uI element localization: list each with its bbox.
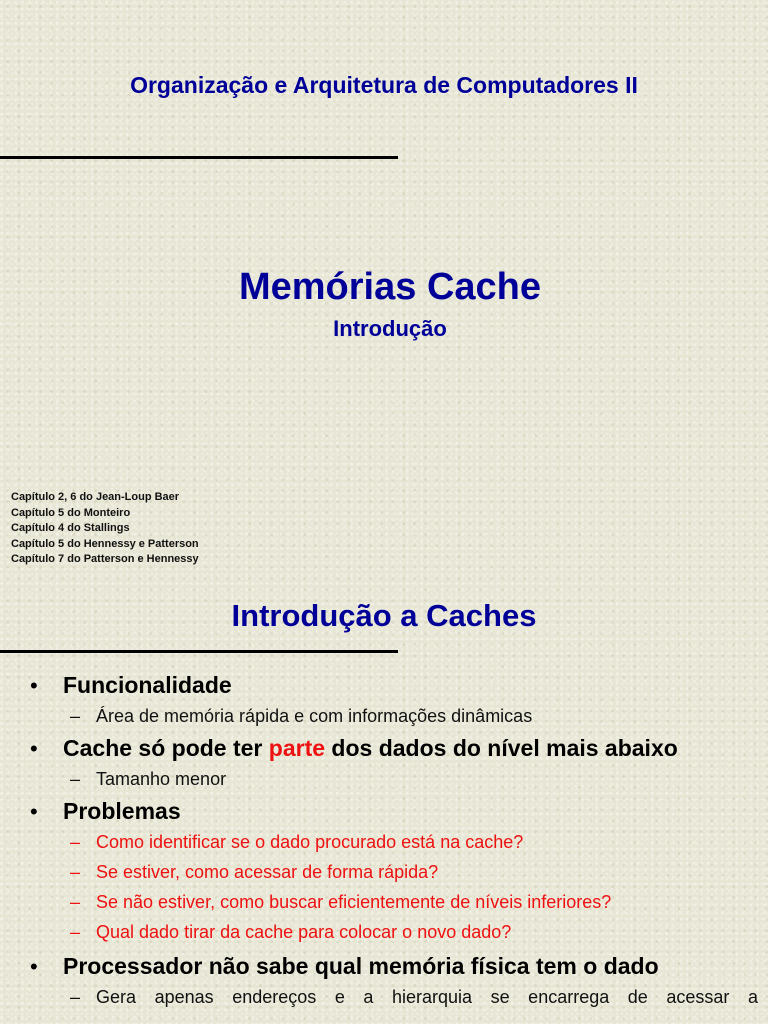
dash-marker: – (70, 706, 81, 726)
dash-marker: – (70, 769, 81, 789)
reference-item: Capítulo 4 do Stallings (11, 522, 130, 534)
bullet-marker: • (30, 954, 38, 979)
bullet-text: Funcionalidade (63, 672, 232, 698)
sub-item (30, 701, 758, 731)
course-title: Organização e Arquitetura de Computadores II (130, 72, 638, 98)
sub-text: Se não estiver, como buscar eficientemente de níveis inferiores? (96, 892, 612, 912)
bullet-text: Problemas (63, 798, 181, 824)
sub-text: Tamanho menor (96, 769, 227, 789)
sub-text: Área de memória rápida e com informações dinâmicas (96, 706, 533, 726)
divider-line (0, 650, 398, 653)
sub-text: Gera apenas endereços e a hierarquia se encarrega de acessar a (96, 987, 758, 1007)
reference-item: Capítulo 5 do Monteiro (11, 506, 131, 519)
dash-marker: – (70, 892, 81, 912)
dash-marker: – (70, 832, 81, 852)
bullet-item (30, 670, 758, 701)
bullet-marker: • (30, 673, 38, 698)
slide-subtitle: Introdução (333, 316, 447, 341)
dash-marker: – (70, 922, 81, 942)
bullet-text-part: Cache só pode ter (63, 735, 269, 761)
sub-text: Se estiver, como acessar de forma rápida? (96, 862, 439, 882)
highlighted-word: parte (268, 735, 326, 761)
divider-line (0, 156, 398, 159)
bullet-item (30, 796, 758, 827)
sub-text: Como identificar se o dado procurado está na cache? (96, 832, 524, 852)
dash-marker: – (70, 987, 81, 1007)
dash-marker: – (70, 862, 81, 882)
bullet-marker: • (30, 736, 38, 761)
sub-text: Qual dado tirar da cache para colocar o novo dado? (96, 922, 512, 942)
sub-item (30, 827, 758, 857)
sub-item (30, 857, 758, 887)
sub-item (30, 887, 758, 917)
sub-item (30, 764, 758, 794)
sub-item (30, 917, 758, 947)
sub-item (30, 982, 758, 1012)
section-title: Introdução a Caches (231, 598, 537, 633)
bullet-item (30, 951, 758, 982)
reference-item: Capítulo 7 do Patterson e Hennessy (11, 553, 199, 565)
reference-list (11, 490, 199, 568)
bullet-text (63, 733, 678, 763)
bullet-marker: • (30, 799, 38, 824)
slide-title: Memórias Cache (238, 266, 541, 308)
reference-item: Capítulo 2, 6 do Jean-Loup Baer (11, 491, 180, 503)
bullet-list (30, 670, 758, 1012)
reference-item: Capítulo 5 do Hennessy e Patterson (11, 537, 199, 550)
bullet-text: Processador não sabe qual memória física tem o dado (63, 953, 659, 979)
bullet-item (30, 733, 758, 764)
bullet-text-part: dos dados do nível mais abaixo (325, 735, 678, 761)
